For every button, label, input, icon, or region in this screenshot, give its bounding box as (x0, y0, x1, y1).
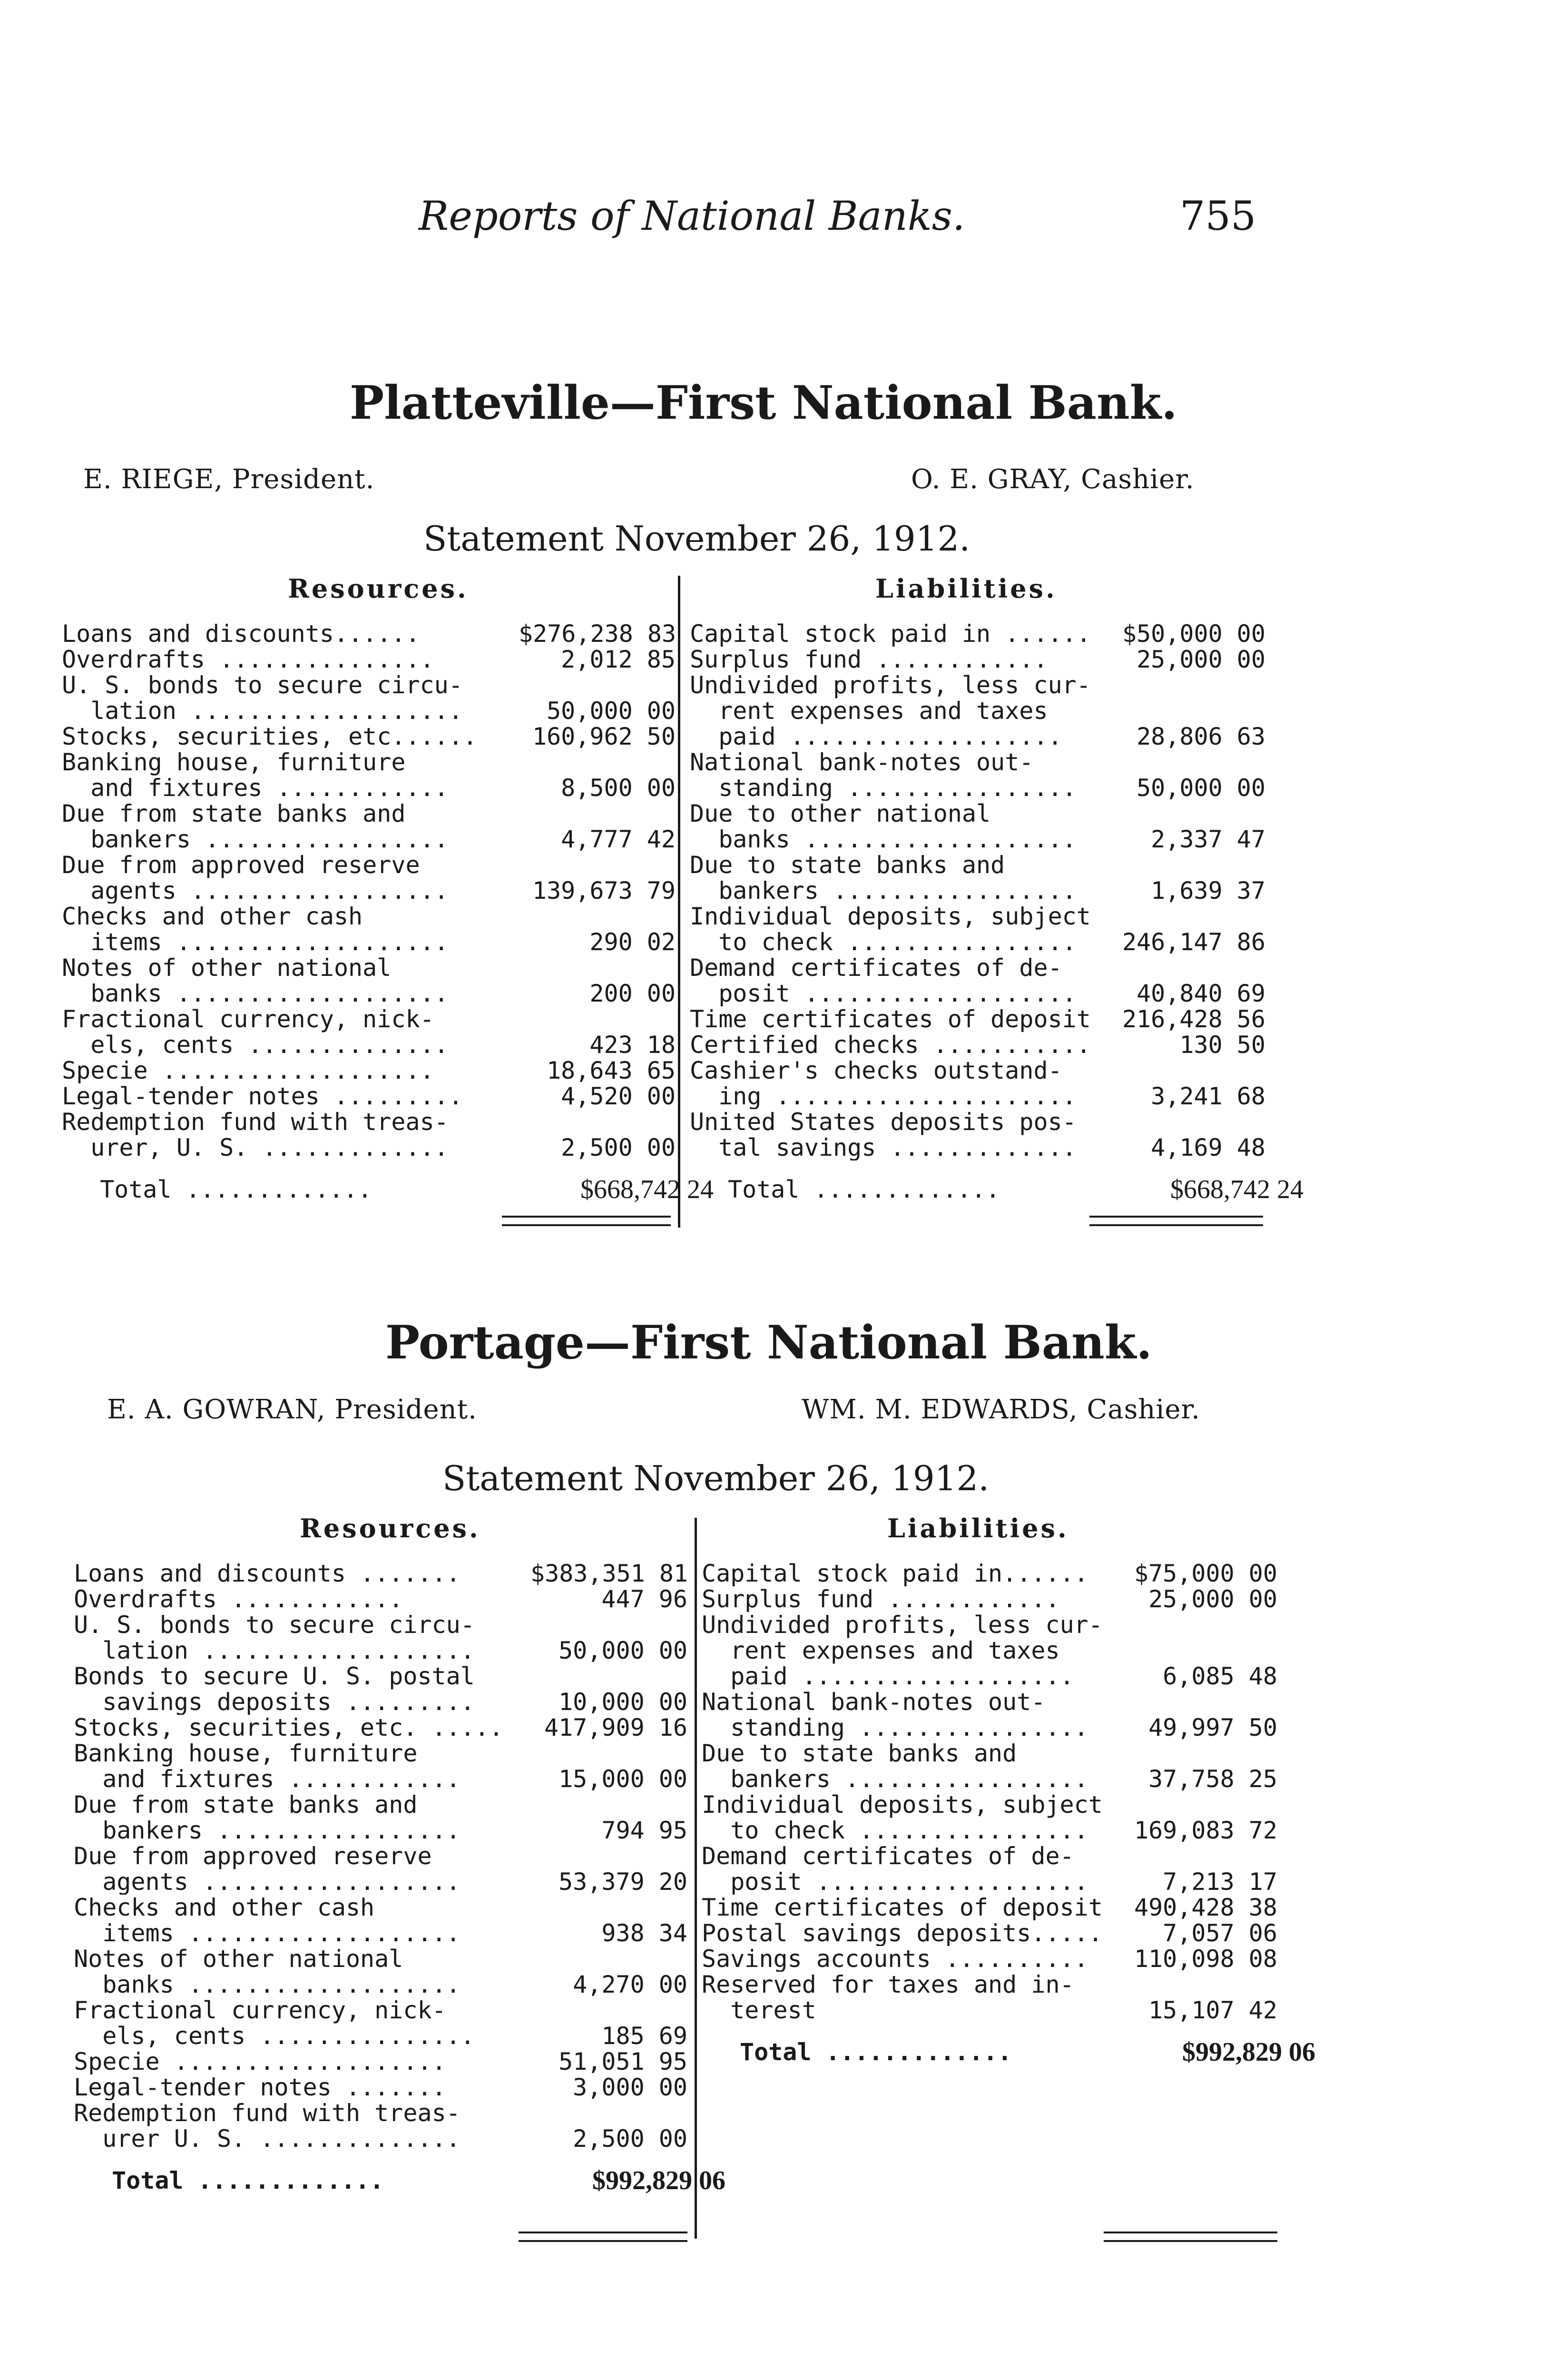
table-row (702, 1561, 1315, 1586)
table-row (62, 1006, 714, 1058)
row-amount: 18,643 65 (547, 1057, 676, 1084)
row-amount: 2,012 85 (561, 646, 676, 673)
table-row (690, 1109, 1303, 1160)
row-label-line: Undivided profits, less cur- (690, 672, 1091, 699)
row-amount: 15,107 42 (1148, 1996, 1277, 2024)
row-label-line: els, cents ............... (74, 2022, 475, 2049)
row-label-line: paid ................... (702, 1662, 1074, 1689)
row-label-line: U. S. bonds to secure circu- (62, 672, 463, 699)
row-label-line: Specie ................... (62, 1058, 434, 1083)
row-label (74, 2049, 530, 2074)
row-label-line: Loans and discounts...... (62, 621, 420, 647)
table-row (702, 1895, 1315, 1920)
table-row (74, 1946, 725, 1997)
table-row (702, 1612, 1315, 1689)
row-amount: 938 34 (601, 1919, 687, 1947)
row-label-line: Due from state banks and (62, 801, 406, 827)
row-label-line: and fixtures ............ (62, 774, 449, 801)
row-label (74, 2074, 530, 2100)
table-row (62, 724, 714, 749)
table-row (74, 1715, 725, 1740)
table-row (74, 2100, 725, 2152)
row-label-line: Redemption fund with treas- (74, 2100, 461, 2127)
row-label-line: agents .................. (62, 877, 449, 904)
row-label-line: Certified checks ........... (690, 1032, 1091, 1058)
row-amount: 139,673 79 (532, 877, 676, 904)
row-amount: 2,500 00 (573, 2125, 687, 2153)
row-label (690, 904, 1108, 955)
row-amount: $383,351 81 (530, 1560, 688, 1587)
row-label (690, 801, 1108, 852)
row-label (62, 852, 519, 904)
row-label (690, 1058, 1108, 1109)
row-label-line: terest (702, 1996, 816, 2023)
row-amount: 25,000 00 (1148, 1585, 1277, 1613)
row-amount: 110,098 08 (1134, 1945, 1277, 1973)
table-row (690, 1032, 1303, 1058)
total-label: Total ............. (728, 1177, 1000, 1202)
row-label-line: bankers ................. (74, 1817, 461, 1843)
president-name: E. A. GOWRAN, President. (107, 1394, 477, 1425)
row-amount: $75,000 00 (1134, 1560, 1277, 1587)
resources-table (62, 621, 714, 1202)
bank-title: Portage—First National Bank. (385, 1316, 1152, 1369)
row-label (62, 955, 519, 1006)
row-label-line: Checks and other cash (62, 904, 363, 930)
total-amount: $992,829 06 (592, 2166, 725, 2195)
row-label-line: Due to state banks and (702, 1740, 1017, 1767)
row-amount: 2,500 00 (561, 1134, 676, 1161)
row-label (690, 621, 1108, 647)
row-label (690, 1032, 1108, 1058)
row-label (690, 672, 1108, 749)
row-amount: 50,000 00 (547, 697, 676, 725)
row-label (74, 2100, 530, 2152)
row-amount: 8,500 00 (561, 774, 676, 802)
row-amount: 423 18 (589, 1031, 676, 1059)
table-row (702, 1972, 1315, 2023)
row-label (702, 1792, 1120, 1843)
table-row (62, 904, 714, 955)
president-name: E. RIEGE, President. (83, 464, 375, 495)
table-row (74, 1612, 725, 1663)
table-row (702, 1586, 1315, 1612)
row-amount: 794 95 (601, 1817, 687, 1844)
row-amount: 447 96 (601, 1585, 687, 1613)
row-label (690, 1109, 1108, 1160)
total-row (62, 1177, 714, 1202)
row-label-line: lation ................... (74, 1637, 475, 1663)
row-label-line: items ................... (62, 928, 449, 955)
row-label-line: Capital stock paid in ...... (690, 621, 1091, 647)
liabilities-total-rule (1104, 2232, 1277, 2242)
row-label-line: Banking house, furniture (74, 1740, 418, 1767)
table-row (74, 1895, 725, 1946)
row-amount: 3,000 00 (573, 2074, 687, 2101)
row-label (74, 1715, 530, 1740)
row-label (702, 1895, 1120, 1920)
row-label-line: agents .................. (74, 1868, 461, 1895)
row-label (62, 647, 519, 672)
table-row (62, 852, 714, 904)
row-amount: 160,962 50 (532, 723, 676, 750)
row-label-line: U. S. bonds to secure circu- (74, 1612, 475, 1639)
table-row (62, 1109, 714, 1160)
total-label: Total ............. (112, 2168, 384, 2193)
row-label (62, 1109, 519, 1160)
row-label (74, 1663, 530, 1715)
row-amount: 4,520 00 (561, 1082, 676, 1110)
row-label-line: rent expenses and taxes (702, 1637, 1060, 1664)
statement-date: Statement November 26, 1912. (423, 519, 970, 559)
liabilities-table (690, 621, 1303, 1202)
row-label-line: posit ................... (702, 1868, 1088, 1895)
row-label-line: Fractional currency, nick- (74, 1997, 446, 2024)
row-amount: 25,000 00 (1137, 646, 1265, 673)
table-row (690, 621, 1303, 647)
row-amount: 4,169 48 (1151, 1134, 1265, 1161)
table-row (62, 1083, 714, 1109)
row-label-line: paid ................... (690, 723, 1062, 749)
row-amount: 53,379 20 (559, 1868, 687, 1896)
row-label-line: Cashier's checks outstand- (690, 1058, 1062, 1084)
cashier-name: O. E. GRAY, Cashier. (911, 464, 1195, 495)
row-label-line: bankers ................. (690, 877, 1077, 904)
row-amount: 2,337 47 (1151, 826, 1265, 853)
row-label (690, 955, 1108, 1006)
table-row (74, 1792, 725, 1843)
row-amount: 130 50 (1179, 1031, 1265, 1059)
row-amount: 50,000 00 (1137, 774, 1265, 802)
row-amount: $276,238 83 (519, 620, 676, 648)
table-row (62, 1058, 714, 1083)
row-amount: 7,213 17 (1163, 1868, 1277, 1896)
total-label: Total ............. (740, 2039, 1012, 2065)
row-label-line: savings deposits ......... (74, 1688, 475, 1715)
row-label-line: urer, U. S. ............. (62, 1134, 449, 1160)
cashier-name: WM. M. EDWARDS, Cashier. (802, 1394, 1200, 1425)
table-row (62, 955, 714, 1006)
resources-heading: Resources. (288, 573, 469, 604)
row-label-line: urer U. S. .............. (74, 2125, 461, 2152)
row-label-line: Undivided profits, less cur- (702, 1612, 1103, 1639)
resources-table (74, 1561, 725, 2193)
row-label-line: Redemption fund with treas- (62, 1109, 449, 1136)
row-label (702, 1586, 1120, 1612)
row-amount: 7,057 06 (1163, 1919, 1277, 1947)
row-label-line: to check ................ (690, 928, 1077, 955)
row-amount: 28,806 63 (1137, 723, 1265, 750)
liabilities-total-rule (1089, 1216, 1263, 1226)
total-row (74, 2168, 725, 2193)
row-label-line: Individual deposits, subject (702, 1792, 1103, 1819)
row-label-line: rent expenses and taxes (690, 697, 1048, 725)
row-label-line: banks ................... (62, 980, 449, 1006)
row-label-line: standing ................ (690, 774, 1077, 801)
row-label-line: Due to other national (690, 801, 991, 827)
row-label-line: Overdrafts ............... (62, 647, 434, 672)
row-amount: 40,840 69 (1137, 980, 1265, 1007)
row-amount: 50,000 00 (559, 1637, 687, 1664)
row-label-line: items ................... (74, 1919, 461, 1946)
table-row (62, 647, 714, 672)
row-label (74, 1792, 530, 1843)
page-number: 755 (1180, 193, 1256, 239)
table-row (62, 749, 714, 801)
row-label (62, 621, 519, 647)
row-label (62, 672, 519, 724)
row-label-line: lation ................... (62, 697, 463, 724)
running-title: Reports of National Banks. (419, 193, 965, 239)
total-amount: $992,829 06 (1182, 2037, 1315, 2067)
row-amount: 4,270 00 (573, 1971, 687, 1998)
row-label-line: Surplus fund ............ (702, 1586, 1060, 1612)
row-label (74, 1843, 530, 1895)
table-row (690, 955, 1303, 1006)
row-label (74, 1612, 530, 1663)
row-label-line: Savings accounts .......... (702, 1946, 1088, 1972)
table-row (62, 801, 714, 852)
row-label (74, 1997, 530, 2049)
row-label-line: Fractional currency, nick- (62, 1006, 434, 1033)
row-label (690, 852, 1108, 904)
row-label-line: els, cents .............. (62, 1031, 449, 1058)
row-label-line: bankers ................. (702, 1765, 1088, 1792)
row-label-line: Legal-tender notes ......... (62, 1083, 463, 1109)
row-label (62, 1058, 519, 1083)
row-amount: 4,777 42 (561, 826, 676, 853)
row-label-line: National bank-notes out- (702, 1689, 1046, 1716)
row-label-line: Demand certificates of de- (690, 955, 1062, 982)
row-amount: 15,000 00 (559, 1765, 687, 1793)
liabilities-heading: Liabilities. (887, 1513, 1069, 1543)
row-label (702, 1972, 1120, 2023)
table-row (690, 801, 1303, 852)
resources-total-rule (502, 1216, 671, 1226)
row-amount: 37,758 25 (1148, 1765, 1277, 1793)
table-row (74, 1586, 725, 1612)
row-label (74, 1586, 530, 1612)
row-label-line: Notes of other national (62, 955, 392, 982)
table-row (702, 1920, 1315, 1946)
row-label-line: Loans and discounts ....... (74, 1561, 461, 1586)
table-row (702, 1740, 1315, 1792)
row-label-line: National bank-notes out- (690, 749, 1034, 776)
total-label: Total ............. (100, 1177, 372, 1202)
row-amount: 49,997 50 (1148, 1714, 1277, 1741)
row-label-line: Due from approved reserve (62, 852, 420, 879)
row-label (690, 749, 1108, 801)
row-label (702, 1920, 1120, 1946)
row-label-line: Checks and other cash (74, 1895, 375, 1921)
row-amount: 169,083 72 (1134, 1817, 1277, 1844)
row-amount: 290 02 (589, 928, 676, 956)
table-row (690, 1006, 1303, 1032)
table-row (74, 1740, 725, 1792)
row-label-line: ing ..................... (690, 1082, 1077, 1109)
row-label-line: standing ................ (702, 1714, 1088, 1740)
row-label-line: Time certificates of deposit (690, 1006, 1091, 1032)
row-label (62, 724, 519, 749)
table-row (62, 672, 714, 724)
row-label-line: Legal-tender notes ....... (74, 2074, 446, 2100)
row-label-line: Due from state banks and (74, 1792, 418, 1819)
row-label (74, 1946, 530, 1997)
row-label-line: to check ................ (702, 1817, 1088, 1843)
row-label (702, 1561, 1120, 1586)
row-label-line: Time certificates of deposit (702, 1895, 1103, 1920)
row-label-line: Due from approved reserve (74, 1843, 432, 1870)
table-row (702, 1843, 1315, 1895)
bank-title: Platteville—First National Bank. (350, 376, 1177, 430)
row-label-line: Capital stock paid in...... (702, 1561, 1088, 1586)
table-row (690, 1058, 1303, 1109)
row-amount: 10,000 00 (559, 1688, 687, 1716)
row-label-line: Surplus fund ............ (690, 647, 1048, 672)
row-label-line: Reserved for taxes and in- (702, 1972, 1074, 1998)
table-row (702, 1792, 1315, 1843)
row-label (702, 1740, 1120, 1792)
row-amount: 490,428 38 (1134, 1894, 1277, 1921)
row-amount: 246,147 86 (1122, 928, 1265, 956)
resources-total-rule (519, 2232, 687, 2242)
row-label-line: Bonds to secure U. S. postal (74, 1663, 475, 1690)
row-label-line: Stocks, securities, etc...... (62, 724, 477, 749)
row-label (702, 1946, 1120, 1972)
table-row (690, 647, 1303, 672)
row-label (690, 647, 1108, 672)
row-label-line: and fixtures ............ (74, 1765, 461, 1792)
table-row (702, 1946, 1315, 1972)
row-label (702, 1689, 1120, 1740)
row-label-line: Demand certificates of de- (702, 1843, 1074, 1870)
table-row (74, 1663, 725, 1715)
row-amount: 185 69 (601, 2022, 687, 2050)
row-amount: $50,000 00 (1122, 620, 1265, 648)
total-amount: $668,742 24 (580, 1175, 714, 1204)
row-label (62, 1083, 519, 1109)
table-row (702, 1689, 1315, 1740)
total-amount: $668,742 24 (1170, 1175, 1303, 1204)
row-amount: 6,085 48 (1163, 1662, 1277, 1690)
table-row (690, 672, 1303, 749)
table-row (74, 2074, 725, 2100)
total-row (702, 2039, 1315, 2065)
row-label (62, 749, 519, 801)
row-amount: 3,241 68 (1151, 1082, 1265, 1110)
row-label-line: United States deposits pos- (690, 1109, 1077, 1136)
row-label (690, 1006, 1108, 1032)
table-row (74, 1561, 725, 1586)
row-label-line: Specie ................... (74, 2049, 446, 2074)
row-label-line: Due to state banks and (690, 852, 1005, 879)
row-label-line: Banking house, furniture (62, 749, 406, 776)
row-label-line: Notes of other national (74, 1946, 403, 1973)
row-label (74, 1895, 530, 1946)
table-row (690, 904, 1303, 955)
liabilities-heading: Liabilities. (875, 573, 1057, 604)
row-label-line: Stocks, securities, etc. ..... (74, 1715, 504, 1740)
table-row (62, 621, 714, 647)
resources-heading: Resources. (300, 1513, 480, 1543)
row-label (702, 1612, 1120, 1689)
row-amount: 51,051 95 (559, 2048, 687, 2075)
table-row (74, 1997, 725, 2049)
row-label (62, 904, 519, 955)
row-amount: 417,909 16 (544, 1714, 687, 1741)
table-row (690, 852, 1303, 904)
statement-date: Statement November 26, 1912. (442, 1458, 990, 1498)
liabilities-table (702, 1561, 1315, 2065)
row-label-line: banks ................... (74, 1971, 461, 1997)
row-label-line: banks ................... (690, 826, 1077, 852)
row-label-line: tal savings ............. (690, 1134, 1077, 1160)
row-label-line: bankers ................. (62, 826, 449, 852)
row-label (62, 801, 519, 852)
row-label-line: Overdrafts ............ (74, 1586, 403, 1612)
row-label-line: posit ................... (690, 980, 1077, 1006)
table-row (74, 2049, 725, 2074)
row-label (62, 1006, 519, 1058)
row-label (702, 1843, 1120, 1895)
row-amount: 1,639 37 (1151, 877, 1265, 904)
row-label-line: Postal savings deposits..... (702, 1920, 1103, 1946)
row-amount: 216,428 56 (1122, 1005, 1265, 1033)
table-row (74, 1843, 725, 1895)
total-row (690, 1177, 1303, 1202)
row-label (74, 1740, 530, 1792)
row-amount: 200 00 (589, 980, 676, 1007)
row-label (74, 1561, 530, 1586)
row-label-line: Individual deposits, subject (690, 904, 1091, 930)
table-row (690, 749, 1303, 801)
